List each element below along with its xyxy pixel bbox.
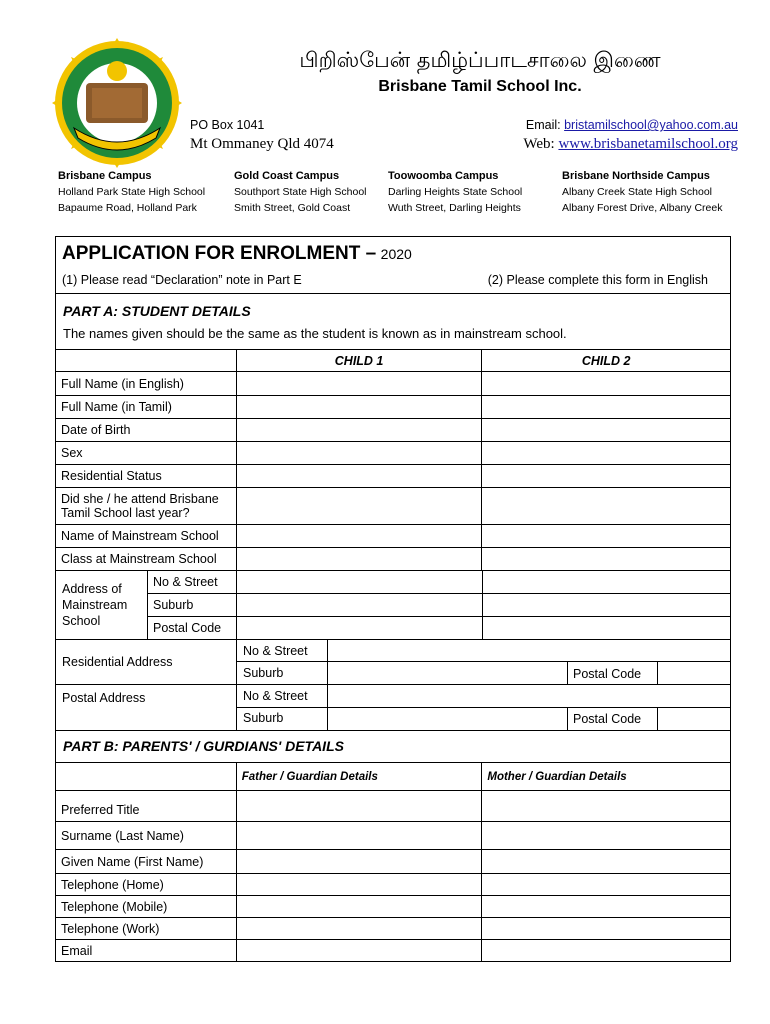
web-link[interactable]: www.brisbanetamilschool.org bbox=[558, 136, 738, 152]
suburb-postcode: Mt Ommaney Qld 4074 bbox=[190, 136, 334, 152]
child-2-field[interactable] bbox=[482, 465, 731, 488]
form-year: 2020 bbox=[380, 246, 412, 262]
father-field[interactable] bbox=[236, 822, 482, 850]
email-label: Email: bbox=[525, 118, 561, 132]
father-field[interactable] bbox=[236, 918, 482, 940]
divider bbox=[657, 707, 658, 730]
row-label: Telephone (Mobile) bbox=[56, 896, 237, 918]
child-1-field[interactable] bbox=[236, 372, 482, 396]
school-logo bbox=[52, 38, 182, 168]
divider bbox=[236, 661, 730, 662]
child-1-field[interactable] bbox=[236, 465, 482, 488]
divider bbox=[482, 570, 483, 639]
form-title bbox=[62, 243, 412, 265]
child-2-header: CHILD 2 bbox=[482, 350, 731, 372]
child-1-field[interactable] bbox=[236, 548, 482, 571]
part-a-heading: PART A: STUDENT DETAILS bbox=[63, 303, 251, 319]
email-line bbox=[526, 118, 738, 132]
part-a-box bbox=[55, 293, 731, 350]
campus-northside bbox=[562, 170, 752, 216]
campus-line2: Albany Forest Drive, Albany Creek bbox=[562, 202, 723, 214]
mother-field[interactable] bbox=[482, 896, 731, 918]
campus-name: Brisbane Northside Campus bbox=[562, 170, 710, 182]
post-suburb-label: Suburb bbox=[243, 711, 284, 725]
divider bbox=[55, 684, 730, 685]
father-field[interactable] bbox=[236, 874, 482, 896]
web-label: Web: bbox=[523, 136, 555, 152]
mother-field[interactable] bbox=[482, 850, 731, 874]
row-label: Telephone (Home) bbox=[56, 874, 237, 896]
row-label: Did she / he attend Brisbane Tamil School last year? bbox=[56, 488, 237, 525]
campus-name: Brisbane Campus bbox=[58, 170, 152, 182]
row-label: Full Name (in English) bbox=[56, 372, 237, 396]
form-title-text: APPLICATION FOR ENROLMENT – bbox=[62, 243, 377, 264]
row-label: Sex bbox=[56, 442, 237, 465]
divider bbox=[236, 570, 237, 639]
child-2-field[interactable] bbox=[482, 442, 731, 465]
divider bbox=[567, 661, 568, 684]
campus-line1: Darling Heights State School bbox=[388, 186, 523, 198]
student-details-table bbox=[55, 349, 731, 571]
part-a-intro: The names given should be the same as the student is known as in mainstream school. bbox=[63, 326, 567, 341]
campus-name: Gold Coast Campus bbox=[234, 170, 340, 182]
row-label: Name of Mainstream School bbox=[56, 525, 237, 548]
res-postal-code-label: Postal Code bbox=[573, 667, 642, 681]
child-2-field[interactable] bbox=[482, 488, 731, 525]
father-field[interactable] bbox=[236, 940, 482, 962]
campus-line1: Albany Creek State High School bbox=[562, 186, 712, 198]
campus-gold-coast bbox=[234, 170, 389, 216]
divider bbox=[147, 570, 148, 639]
row-label: Full Name (in Tamil) bbox=[56, 396, 237, 419]
mainstream-address-label: Address of Mainstream School bbox=[62, 582, 128, 628]
father-field[interactable] bbox=[236, 791, 482, 822]
child-1-field[interactable] bbox=[236, 396, 482, 419]
campus-line2: Smith Street, Gold Coast bbox=[234, 202, 351, 214]
campus-line1: Holland Park State High School bbox=[58, 186, 206, 198]
mother-field[interactable] bbox=[482, 822, 731, 850]
postal-address-label: Postal Address bbox=[62, 691, 146, 705]
child-1-field[interactable] bbox=[236, 525, 482, 548]
row-label: Date of Birth bbox=[56, 419, 237, 442]
campus-line2: Bapaume Road, Holland Park bbox=[58, 202, 197, 214]
campus-line1: Southport State High School bbox=[234, 186, 367, 198]
father-field[interactable] bbox=[236, 896, 482, 918]
campus-line2: Wuth Street, Darling Heights bbox=[388, 202, 521, 214]
divider bbox=[567, 707, 568, 730]
residential-address-label: Residential Address bbox=[62, 655, 173, 669]
address-sub-label: No & Street bbox=[153, 575, 218, 589]
mother-field[interactable] bbox=[482, 791, 731, 822]
campus-brisbane bbox=[58, 170, 233, 216]
row-label: Preferred Title bbox=[56, 791, 237, 822]
email-link[interactable]: bristamilschool@yahoo.com.au bbox=[564, 118, 738, 132]
mother-field[interactable] bbox=[482, 940, 731, 962]
child-1-field[interactable] bbox=[236, 442, 482, 465]
child-2-field[interactable] bbox=[482, 372, 731, 396]
child-1-field[interactable] bbox=[236, 419, 482, 442]
child-2-field[interactable] bbox=[482, 396, 731, 419]
child-1-header: CHILD 1 bbox=[236, 350, 482, 372]
header-blank bbox=[56, 763, 237, 791]
father-header: Father / Guardian Details bbox=[236, 763, 482, 791]
child-2-field[interactable] bbox=[482, 548, 731, 571]
mother-field[interactable] bbox=[482, 918, 731, 940]
school-name: Brisbane Tamil School Inc. bbox=[378, 78, 582, 95]
divider bbox=[147, 593, 730, 594]
tamil-school-title: பிறிஸ்பேன் தமிழ்ப்பாடசாலை இணை bbox=[299, 48, 661, 72]
res-no-street-label: No & Street bbox=[243, 644, 308, 658]
row-label: Surname (Last Name) bbox=[56, 822, 237, 850]
res-suburb-label: Suburb bbox=[243, 666, 284, 680]
mother-field[interactable] bbox=[482, 874, 731, 896]
child-2-field[interactable] bbox=[482, 419, 731, 442]
row-label: Telephone (Work) bbox=[56, 918, 237, 940]
address-sub-label: Suburb bbox=[153, 598, 194, 612]
post-postal-code-label: Postal Code bbox=[573, 712, 642, 726]
web-line bbox=[523, 136, 738, 153]
child-1-field[interactable] bbox=[236, 488, 482, 525]
row-label: Email bbox=[56, 940, 237, 962]
form-note-1: (1) Please read “Declaration” note in Part E bbox=[62, 273, 302, 287]
row-label: Given Name (First Name) bbox=[56, 850, 237, 874]
part-b-heading: PART B: PARENTS' / GURDIANS' DETAILS bbox=[63, 738, 344, 754]
mother-header: Mother / Guardian Details bbox=[482, 763, 731, 791]
campus-name: Toowoomba Campus bbox=[388, 170, 499, 182]
child-2-field[interactable] bbox=[482, 525, 731, 548]
divider bbox=[236, 707, 730, 708]
parents-details-table bbox=[55, 762, 731, 962]
address-sub-label: Postal Code bbox=[153, 621, 222, 635]
po-box: PO Box 1041 bbox=[190, 118, 265, 132]
form-note-2: (2) Please complete this form in English bbox=[487, 273, 708, 287]
divider bbox=[147, 616, 730, 617]
divider bbox=[657, 661, 658, 684]
post-no-street-label: No & Street bbox=[243, 689, 308, 703]
row-label: Residential Status bbox=[56, 465, 237, 488]
campus-toowoomba bbox=[388, 170, 563, 216]
row-label: Class at Mainstream School bbox=[56, 548, 237, 571]
father-field[interactable] bbox=[236, 850, 482, 874]
header-blank bbox=[56, 350, 237, 372]
